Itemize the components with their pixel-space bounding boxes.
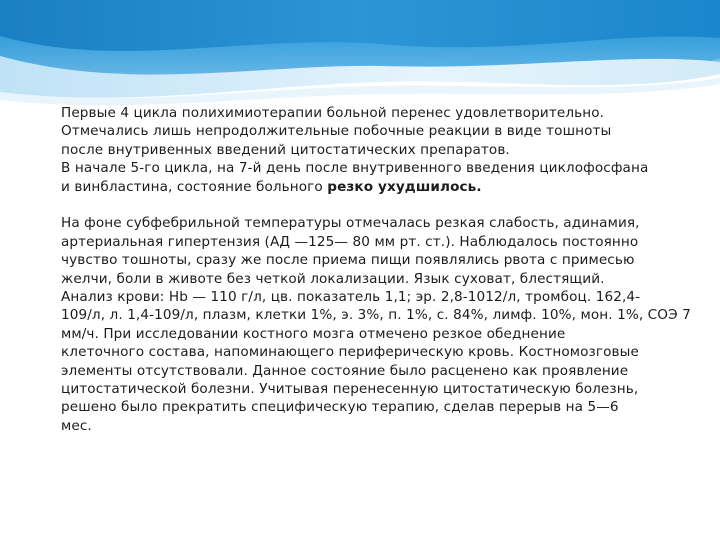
text-line: элементы отсутствовали. Данное состояние было расценено как проявление	[61, 362, 629, 379]
text-line: В начале 5-го цикла, на 7-й день после внутривенного введения циклофосфана	[61, 160, 649, 177]
text-line: цитостатической болезни. Учитывая перенесенную цитостатическую болезнь,	[61, 381, 639, 398]
text-line: 109/л, л. 1,4-109/л, плазм, клетки 1%, э. 3%, п. 1%, с. 84%, лимф. 10%, мон. 1%, СОЭ 7	[61, 307, 691, 324]
text-line: решено было прекратить специфическую терапию, сделав перерыв на 5—6	[61, 399, 619, 416]
text-line: клеточного состава, напоминающего периферическую кровь. Костномозговые	[61, 344, 639, 361]
paragraph-intro	[61, 104, 691, 196]
text-segment: и винбластина, состояние больного	[61, 178, 328, 195]
emphasis-text: резко ухудшилось.	[327, 178, 482, 195]
text-line: Анализ крови: Нb — 110 г/л, цв. показатель 1,1; эр. 2,8-1012/л, тромбоц. 162,4-	[61, 289, 641, 306]
text-line: артериальная гипертензия (АД —125— 80 мм рт. ст.). Наблюдалось постоянно	[61, 233, 639, 250]
paragraph-clinical-findings	[61, 214, 691, 435]
text-line: мес.	[61, 417, 92, 434]
text-line	[61, 178, 691, 196]
text-line: желчи, боли в животе без четкой локализации. Язык суховат, блестящий.	[61, 270, 605, 287]
text-line: Первые 4 цикла полихимиотерапии больной перенес удовлетворительно.	[61, 105, 605, 121]
text-line: мм/ч. При исследовании костного мозга отмечено резкое обеднение	[61, 325, 566, 342]
text-line: после внутривенных введений цитостатических препаратов.	[61, 141, 510, 158]
text-line: чувство тошноты, сразу же после приема пищи появлялись рвота с примесью	[61, 252, 635, 269]
text-line: На фоне субфебрильной температуры отмечалась резкая слабость, адинамия,	[61, 215, 640, 232]
text-line: Отмечались лишь непродолжительные побочные реакции в виде тошноты	[61, 123, 612, 140]
header-wave-decoration	[0, 0, 720, 120]
slide-text-block	[61, 104, 691, 435]
